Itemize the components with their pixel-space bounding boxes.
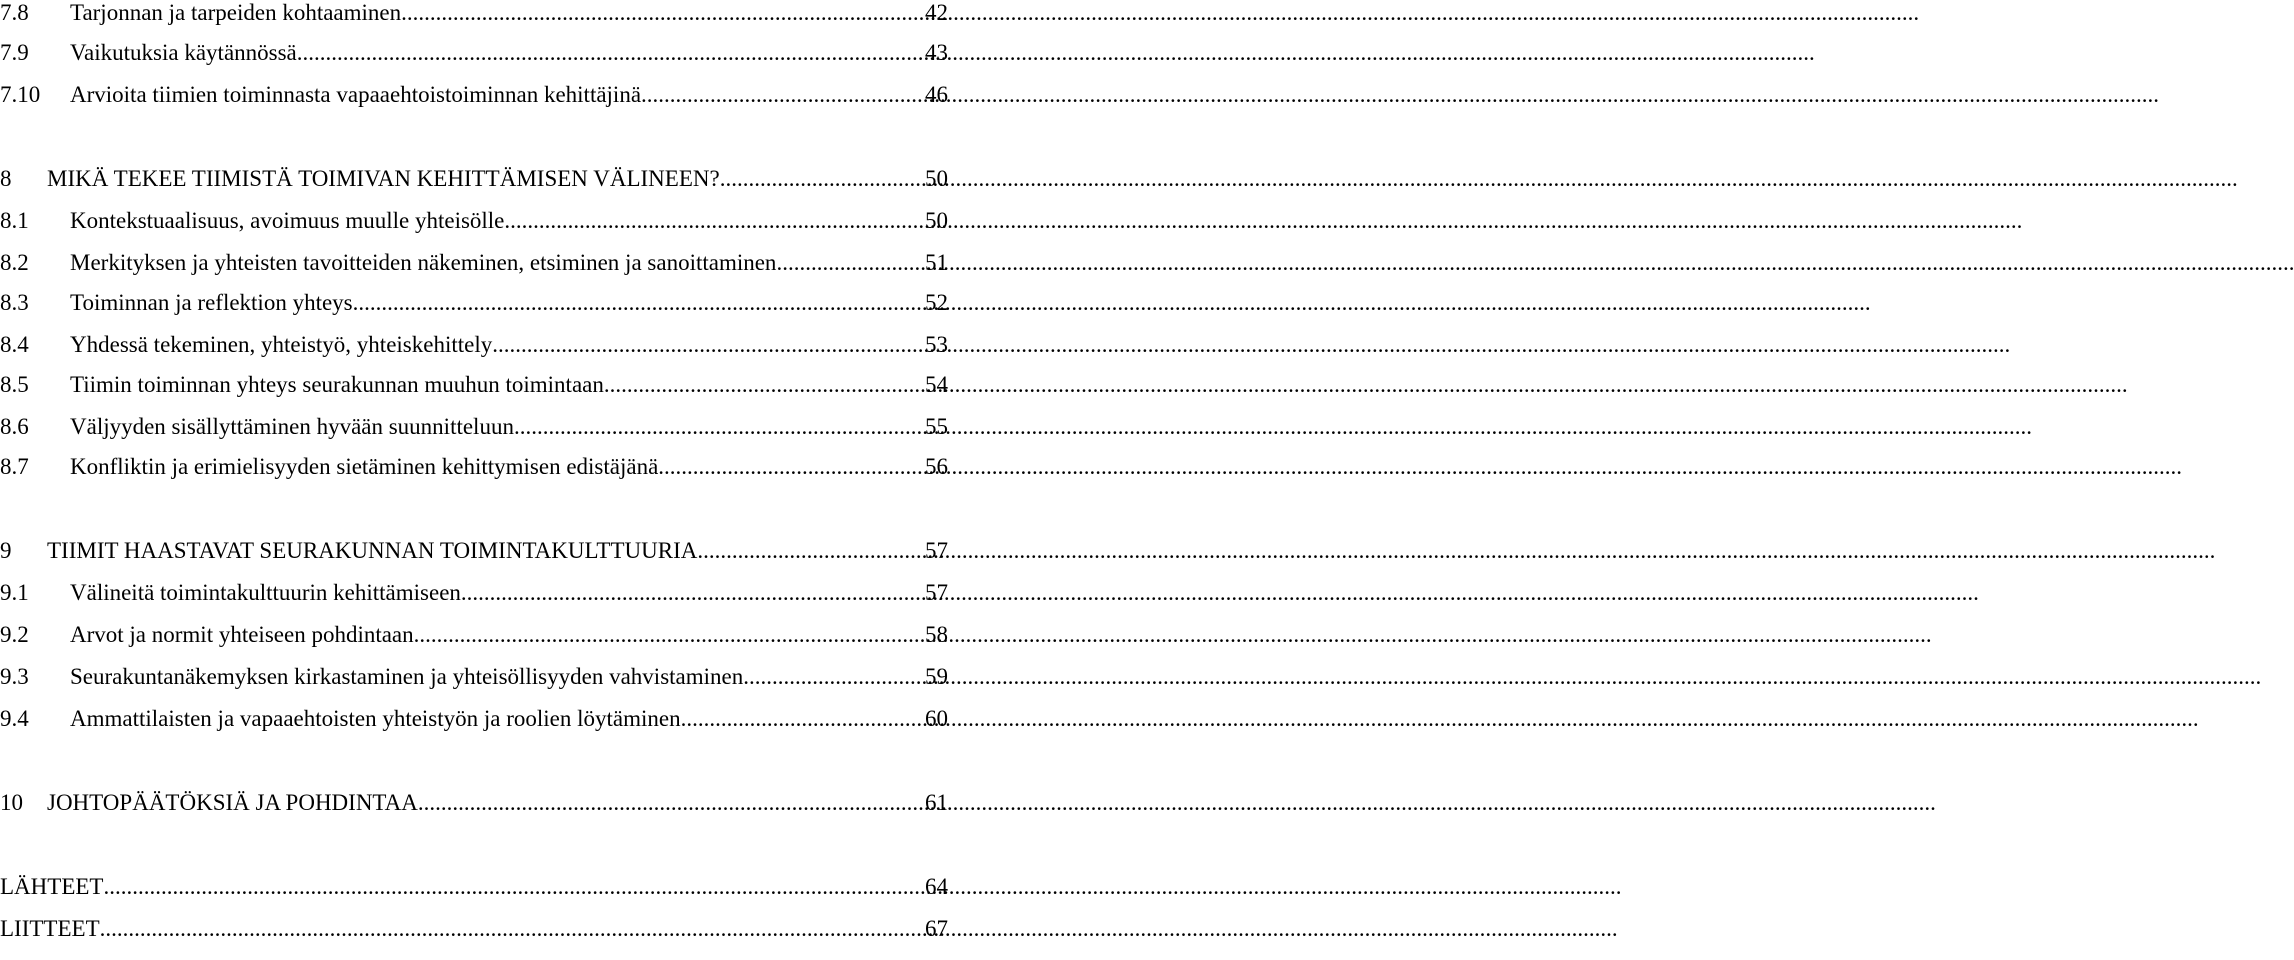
toc-entry-page: 56 <box>925 454 948 479</box>
toc-entry-title: Vaikutuksia käytännössä <box>70 40 297 65</box>
toc-leader-dots <box>697 536 923 566</box>
toc-leader-dots <box>297 38 923 68</box>
toc-entry-title: Seurakuntanäkemyksen kirkastaminen ja yhteisöllisyyden vahvistaminen <box>70 664 744 689</box>
toc-entry-8-1[interactable] <box>0 206 948 236</box>
toc-entry-page: 43 <box>925 40 948 65</box>
toc-entry-number: 8.7 <box>0 454 29 479</box>
toc-entry-page: 53 <box>925 332 948 357</box>
toc-entry-number: 9.1 <box>0 580 29 605</box>
toc-entry-page: 50 <box>925 208 948 233</box>
toc-entry-title: TIIMIT HAASTAVAT SEURAKUNNAN TOIMINTAKULTTUURIA <box>47 538 698 563</box>
toc-entry-8-7[interactable] <box>0 452 948 482</box>
toc-entry-title: Välineitä toimintakulttuurin kehittämiseen <box>70 580 461 605</box>
toc-entry-7-10[interactable] <box>0 80 948 110</box>
toc-entry-title: LÄHTEET <box>0 874 104 899</box>
toc-entry-page: 54 <box>925 372 948 397</box>
toc-entry-title: Tarjonnan ja tarpeiden kohtaaminen <box>70 0 402 25</box>
toc-entry-8-4[interactable] <box>0 330 948 360</box>
toc-leader-dots <box>103 872 923 902</box>
toc-entry-page: 46 <box>925 82 948 107</box>
toc-leader-dots <box>418 788 923 818</box>
toc-entry-7-9[interactable] <box>0 38 948 68</box>
toc-entry-number: 8.2 <box>0 250 29 275</box>
toc-leader-dots <box>681 704 923 734</box>
toc-leader-dots <box>743 662 923 692</box>
toc-entry-page: 57 <box>925 580 948 605</box>
toc-entry-8-5[interactable] <box>0 370 948 400</box>
toc-entry-page: 60 <box>925 706 948 731</box>
toc-entry-title: MIKÄ TEKEE TIIMISTÄ TOIMIVAN KEHITTÄMISEN VÄLINEEN? <box>47 166 720 191</box>
toc-leader-dots <box>100 914 923 944</box>
toc-entry-number: 8.5 <box>0 372 29 397</box>
toc-entry-8-2[interactable] <box>0 248 948 278</box>
toc-leader-dots <box>461 578 923 608</box>
toc-entry-title: Konfliktin ja erimielisyyden sietäminen kehittymisen edistäjänä. <box>70 454 665 479</box>
toc-leader-dots <box>353 288 923 318</box>
toc-entry-9[interactable] <box>0 536 948 566</box>
toc-leader-dots <box>664 452 923 482</box>
toc-entry-number: 8.1 <box>0 208 29 233</box>
toc-entry-page: 64 <box>925 874 948 899</box>
toc-entry-number: 9.4 <box>0 706 29 731</box>
toc-entry-title: Arvioita tiimien toiminnasta vapaaehtoistoiminnan kehittäjinä <box>70 82 642 107</box>
toc-entry-page: 57 <box>925 538 948 563</box>
toc-entry-number: 7.9 <box>0 40 29 65</box>
toc-entry-number: 8.3 <box>0 290 29 315</box>
toc-entry-9-4[interactable] <box>0 704 948 734</box>
toc-leader-dots <box>776 248 923 278</box>
toc-leader-dots <box>414 620 923 650</box>
toc-entry-page: 42 <box>925 0 948 25</box>
toc-entry-9-1[interactable] <box>0 578 948 608</box>
toc-leader-dots <box>492 330 923 360</box>
toc-leader-dots <box>641 80 923 110</box>
toc-entry-title: Arvot ja normit yhteiseen pohdintaan <box>70 622 414 647</box>
toc-leader-dots <box>504 206 923 236</box>
toc-leader-dots <box>514 412 923 442</box>
toc-entry-number: 8 <box>0 166 12 191</box>
toc-entry-title: LIITTEET <box>0 916 100 941</box>
toc-entry-title: Merkityksen ja yhteisten tavoitteiden näkeminen, etsiminen ja sanoittaminen <box>70 250 777 275</box>
toc-entry-page: 51 <box>925 250 948 275</box>
toc-entry-page: 55 <box>925 414 948 439</box>
toc-entry-9-3[interactable] <box>0 662 948 692</box>
toc-entry-page: 50 <box>925 166 948 191</box>
toc-entry-number: 10 <box>0 790 23 815</box>
toc-entry-title: Väljyyden sisällyttäminen hyvään suunnitteluun <box>70 414 514 439</box>
toc-leader-dots <box>401 0 923 28</box>
toc-entry-number: 8.4 <box>0 332 29 357</box>
toc-entry-page: 61 <box>925 790 948 815</box>
toc-entry-title: Tiimin toiminnan yhteys seurakunnan muuhun toimintaan. <box>70 372 610 397</box>
toc-leader-dots <box>610 370 923 400</box>
toc-entry-number: 7.10 <box>0 82 41 107</box>
toc-entry-number: 9.3 <box>0 664 29 689</box>
toc-entry-title: Kontekstuaalisuus, avoimuus muulle yhteisölle <box>70 208 505 233</box>
toc-entry-title: Toiminnan ja reflektion yhteys <box>70 290 353 315</box>
toc-entry-page: 58 <box>925 622 948 647</box>
toc-entry-lahteet[interactable] <box>0 872 948 902</box>
toc-entry-page: 52 <box>925 290 948 315</box>
toc-leader-dots <box>720 164 923 194</box>
toc-entry-number: 8.6 <box>0 414 29 439</box>
toc-entry-page: 59 <box>925 664 948 689</box>
toc-entry-8-3[interactable] <box>0 288 948 318</box>
toc-entry-title: Yhdessä tekeminen, yhteistyö, yhteiskehittely <box>70 332 493 357</box>
toc-entry-liitteet[interactable] <box>0 914 948 944</box>
toc-entry-9-2[interactable] <box>0 620 948 650</box>
toc-entry-number: 9.2 <box>0 622 29 647</box>
toc-entry-7-8[interactable] <box>0 0 948 28</box>
toc-entry-page: 67 <box>925 916 948 941</box>
toc-entry-8[interactable] <box>0 164 948 194</box>
toc-entry-8-6[interactable] <box>0 412 948 442</box>
table-of-contents <box>0 0 960 960</box>
toc-entry-title: JOHTOPÄÄTÖKSIÄ JA POHDINTAA <box>47 790 418 815</box>
toc-entry-number: 9 <box>0 538 12 563</box>
toc-entry-10[interactable] <box>0 788 948 818</box>
toc-entry-title: Ammattilaisten ja vapaaehtoisten yhteistyön ja roolien löytäminen <box>70 706 681 731</box>
toc-entry-number: 7.8 <box>0 0 29 25</box>
